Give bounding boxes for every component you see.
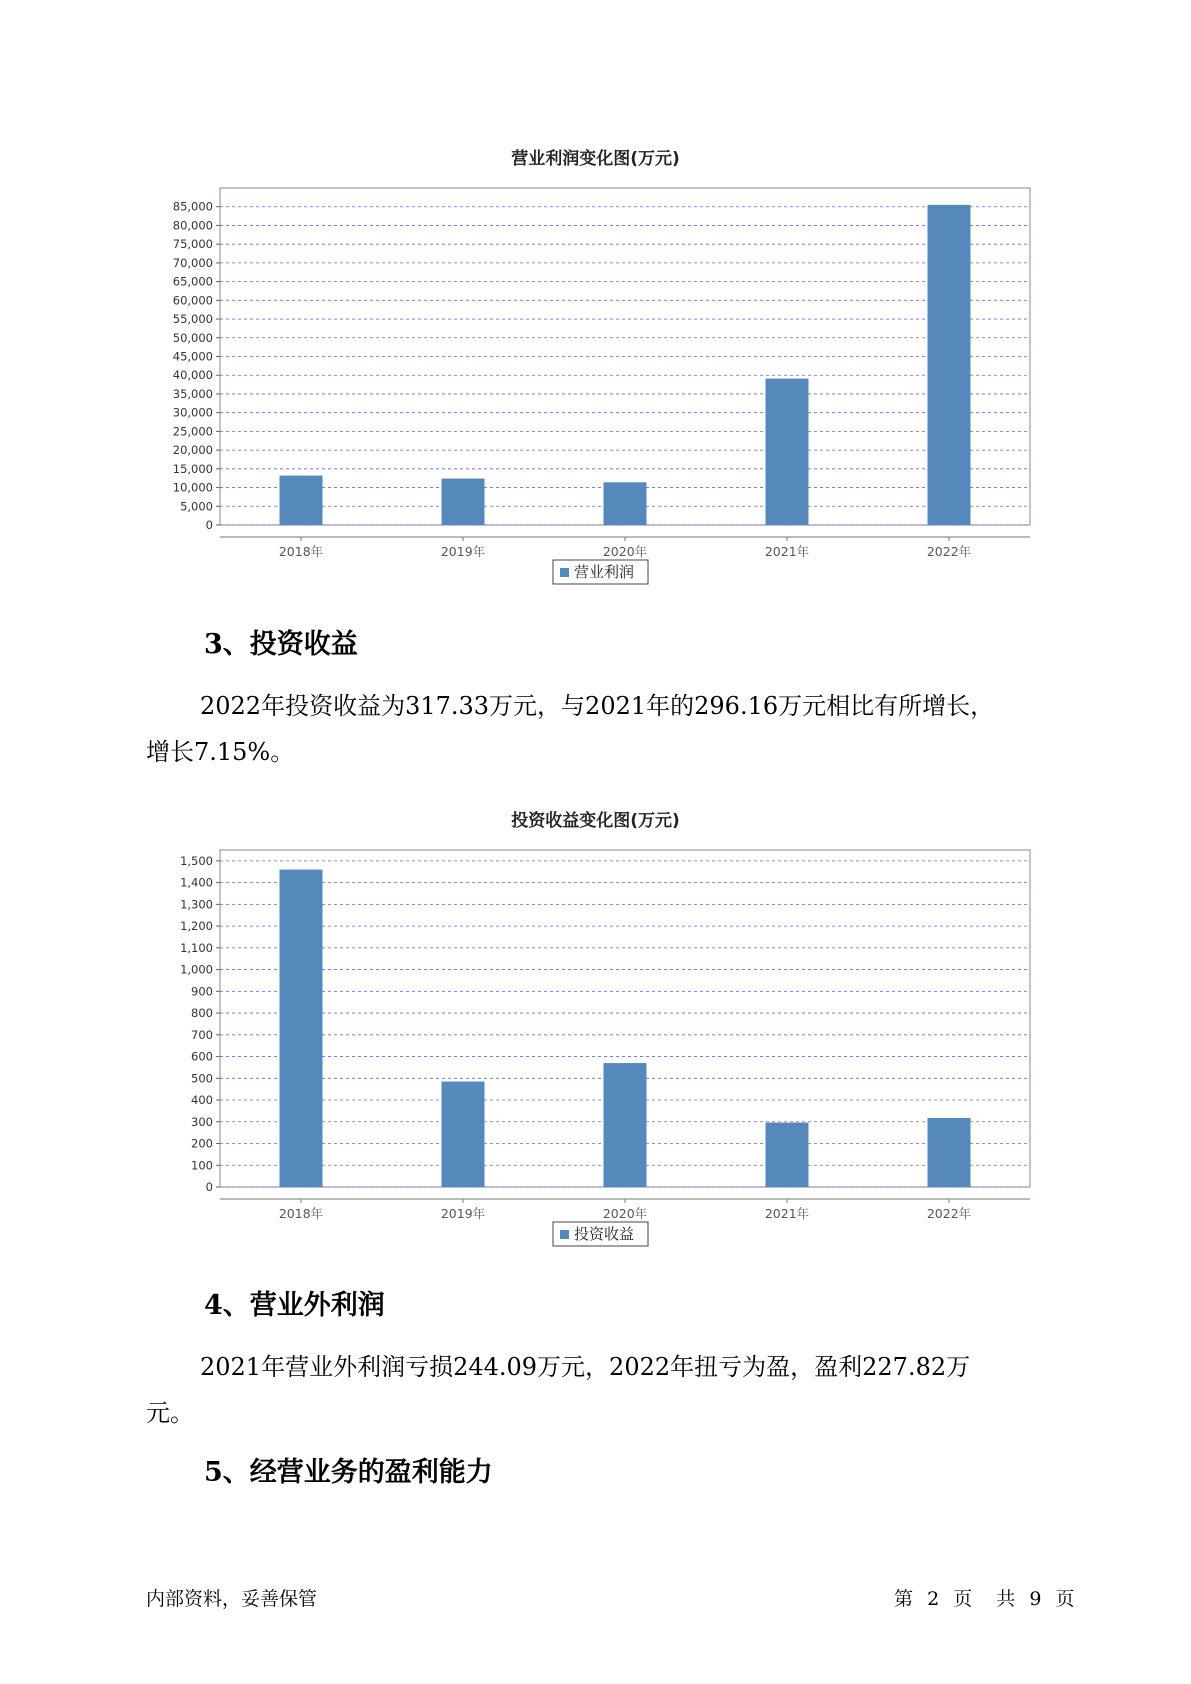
total-prefix: 共 [996, 1588, 1016, 1610]
y-tick-label: 65,000 [172, 274, 213, 289]
y-tick-label: 900 [191, 984, 213, 999]
page-num: 2 [927, 1588, 940, 1610]
y-tick-label: 200 [191, 1136, 213, 1151]
y-tick-label: 5,000 [180, 499, 213, 514]
y-tick-label: 0 [205, 518, 213, 532]
y-tick-label: 35,000 [172, 386, 213, 401]
y-tick-label: 60,000 [172, 293, 213, 308]
legend-label: 投资收益 [574, 1225, 635, 1243]
y-tick-label: 1,500 [180, 853, 213, 868]
investment-income-chart [0, 832, 1191, 1252]
y-tick-label: 800 [191, 1006, 213, 1021]
y-tick-label: 1,400 [180, 875, 213, 890]
x-tick-label: 2022年 [926, 1206, 972, 1221]
y-tick-label: 30,000 [172, 405, 213, 420]
y-tick-label: 50,000 [172, 330, 213, 345]
chart-2-title: 投资收益变化图(万元) [511, 811, 680, 831]
y-tick-label: 10,000 [172, 480, 213, 495]
legend-label: 营业利润 [574, 563, 635, 581]
x-tick-label: 2020年 [602, 544, 648, 559]
page-label: 页 [953, 1588, 973, 1610]
footer-page-number [890, 1584, 1078, 1611]
y-tick-label: 75,000 [172, 237, 213, 252]
x-tick-label: 2021年 [764, 1206, 810, 1221]
bar-2019年 [442, 1082, 485, 1187]
y-tick-label: 1,000 [180, 962, 213, 977]
legend [553, 1222, 648, 1246]
bar-2018年 [280, 870, 323, 1187]
x-tick-label: 2018年 [278, 1206, 324, 1221]
y-tick-label: 25,000 [172, 424, 213, 439]
section-4-paragraph [146, 1344, 1066, 1436]
section-4-line-1: 2021年营业外利润亏损244.09万元，2022年扭亏为盈，盈利227.82万 [200, 1353, 971, 1381]
page-prefix: 第 [894, 1588, 914, 1610]
legend-swatch [560, 568, 569, 577]
section-4-heading: 4、营业外利润 [204, 1290, 385, 1321]
y-tick-label: 300 [191, 1114, 213, 1129]
section-3-heading: 3、投资收益 [204, 629, 358, 660]
x-tick-label: 2019年 [440, 1206, 486, 1221]
y-tick-label: 400 [191, 1093, 213, 1108]
bar-2020年 [604, 482, 647, 525]
total-label: 页 [1055, 1588, 1075, 1610]
y-tick-label: 55,000 [172, 312, 213, 327]
x-tick-label: 2019年 [440, 544, 486, 559]
y-tick-label: 15,000 [172, 461, 213, 476]
legend-swatch [560, 1230, 569, 1239]
y-tick-label: 85,000 [172, 199, 213, 214]
y-tick-label: 1,200 [180, 919, 213, 934]
bar-2018年 [280, 476, 323, 525]
x-tick-label: 2021年 [764, 544, 810, 559]
section-5-heading: 5、经营业务的盈利能力 [204, 1457, 493, 1488]
operating-profit-chart [0, 170, 1191, 590]
bar-2022年 [928, 1118, 971, 1187]
y-tick-label: 1,100 [180, 940, 213, 955]
y-tick-label: 600 [191, 1049, 213, 1064]
bar-2020年 [604, 1063, 647, 1187]
chart-1-title: 营业利润变化图(万元) [511, 149, 680, 169]
section-3-paragraph [146, 683, 1066, 775]
bar-2019年 [442, 479, 485, 525]
y-tick-label: 80,000 [172, 218, 213, 233]
y-tick-label: 20,000 [172, 443, 213, 458]
section-3-line-1: 2022年投资收益为317.33万元，与2021年的296.16万元相比有所增长， [200, 692, 995, 720]
bar-2022年 [928, 205, 971, 525]
y-tick-label: 700 [191, 1027, 213, 1042]
bar-2021年 [766, 379, 809, 525]
section-3-line-2: 增长7.15%。 [146, 738, 295, 766]
bar-2021年 [766, 1123, 809, 1187]
x-tick-label: 2022年 [926, 544, 972, 559]
y-tick-label: 45,000 [172, 349, 213, 364]
y-tick-label: 0 [205, 1180, 213, 1194]
total-num: 9 [1029, 1588, 1042, 1610]
y-tick-label: 70,000 [172, 255, 213, 270]
y-tick-label: 500 [191, 1071, 213, 1086]
footer-confidential-note: 内部资料，妥善保管 [146, 1588, 318, 1610]
y-tick-label: 40,000 [172, 368, 213, 383]
y-tick-label: 100 [191, 1158, 213, 1173]
x-tick-label: 2020年 [602, 1206, 648, 1221]
y-tick-label: 1,300 [180, 897, 213, 912]
legend [553, 560, 648, 584]
section-4-line-2: 元。 [146, 1399, 194, 1427]
x-tick-label: 2018年 [278, 544, 324, 559]
